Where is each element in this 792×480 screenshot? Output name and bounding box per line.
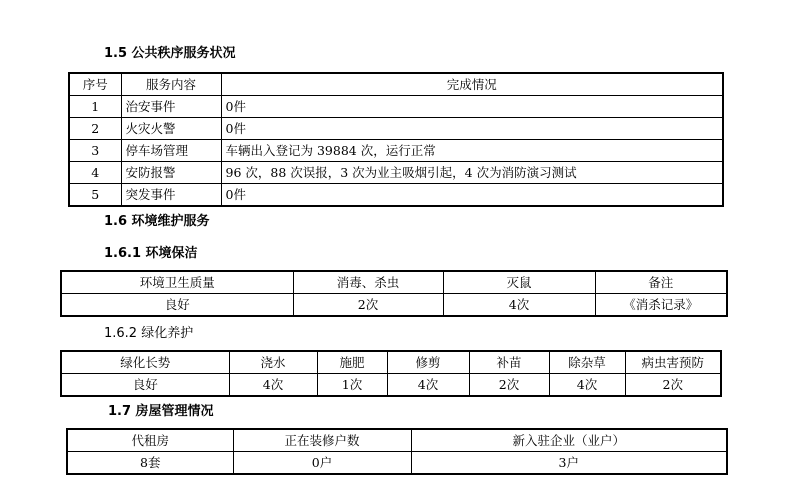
value-prune: 4次 — [387, 374, 469, 397]
table-header-row — [67, 429, 727, 452]
table-row — [69, 96, 723, 118]
value-fertilize: 1次 — [317, 374, 387, 397]
section-1-6-title: 1.6 环境维护服务 — [104, 214, 210, 229]
section-1-6-1-title: 1.6.1 环境保洁 — [104, 246, 198, 261]
header-pest: 病虫害预防 — [625, 351, 721, 374]
header-new-tenants: 新入驻企业（业户） — [411, 429, 727, 452]
cleaning-table — [60, 270, 728, 317]
table-header-row — [61, 351, 721, 374]
row-item: 火灾火警 — [121, 118, 221, 140]
header-replant: 补苗 — [469, 351, 549, 374]
table-header-row — [69, 73, 723, 96]
row-item: 突发事件 — [121, 184, 221, 207]
header-weeding: 除杂草 — [549, 351, 625, 374]
value-weeding: 4次 — [549, 374, 625, 397]
header-renovating: 正在装修户数 — [233, 429, 411, 452]
value-disinfect: 2次 — [293, 294, 443, 317]
row-status: 0件 — [221, 184, 723, 207]
value-replant: 2次 — [469, 374, 549, 397]
public-order-table — [68, 72, 724, 207]
header-remark: 备注 — [595, 271, 727, 294]
header-fertilize: 施肥 — [317, 351, 387, 374]
header-quality: 环境卫生质量 — [61, 271, 293, 294]
row-status: 96 次，88 次误报，3 次为业主吸烟引起，4 次为消防演习测试 — [221, 162, 723, 184]
header-item: 服务内容 — [121, 73, 221, 96]
value-remark: 《消杀记录》 — [595, 294, 727, 317]
row-no: 2 — [69, 118, 121, 140]
table-row — [69, 118, 723, 140]
table-row — [69, 162, 723, 184]
value-pest: 2次 — [625, 374, 721, 397]
row-no: 5 — [69, 184, 121, 207]
row-status: 0件 — [221, 118, 723, 140]
section-1-7-title: 1.7 房屋管理情况 — [108, 404, 214, 419]
row-no: 1 — [69, 96, 121, 118]
greening-table — [60, 350, 722, 397]
section-1-6-2-title: 1.6.2 绿化养护 — [104, 326, 194, 341]
value-new-tenants: 3户 — [411, 452, 727, 475]
row-no: 4 — [69, 162, 121, 184]
row-status: 0件 — [221, 96, 723, 118]
header-rodent: 灭鼠 — [443, 271, 595, 294]
header-watering: 浇水 — [229, 351, 317, 374]
table-row — [69, 184, 723, 207]
value-renovating: 0户 — [233, 452, 411, 475]
header-prune: 修剪 — [387, 351, 469, 374]
value-watering: 4次 — [229, 374, 317, 397]
value-quality: 良好 — [61, 294, 293, 317]
value-rental: 8套 — [67, 452, 233, 475]
header-status: 完成情况 — [221, 73, 723, 96]
header-disinfect: 消毒、杀虫 — [293, 271, 443, 294]
row-item: 停车场管理 — [121, 140, 221, 162]
header-growth: 绿化长势 — [61, 351, 229, 374]
value-growth: 良好 — [61, 374, 229, 397]
table-row — [67, 452, 727, 475]
table-row — [61, 374, 721, 397]
row-no: 3 — [69, 140, 121, 162]
housing-table — [66, 428, 728, 475]
header-rental: 代租房 — [67, 429, 233, 452]
table-row — [61, 294, 727, 317]
header-no: 序号 — [69, 73, 121, 96]
table-row — [69, 140, 723, 162]
row-item: 安防报警 — [121, 162, 221, 184]
value-rodent: 4次 — [443, 294, 595, 317]
table-header-row — [61, 271, 727, 294]
section-1-5-title: 1.5 公共秩序服务状况 — [104, 46, 236, 61]
row-item: 治安事件 — [121, 96, 221, 118]
row-status: 车辆出入登记为 39884 次，运行正常 — [221, 140, 723, 162]
